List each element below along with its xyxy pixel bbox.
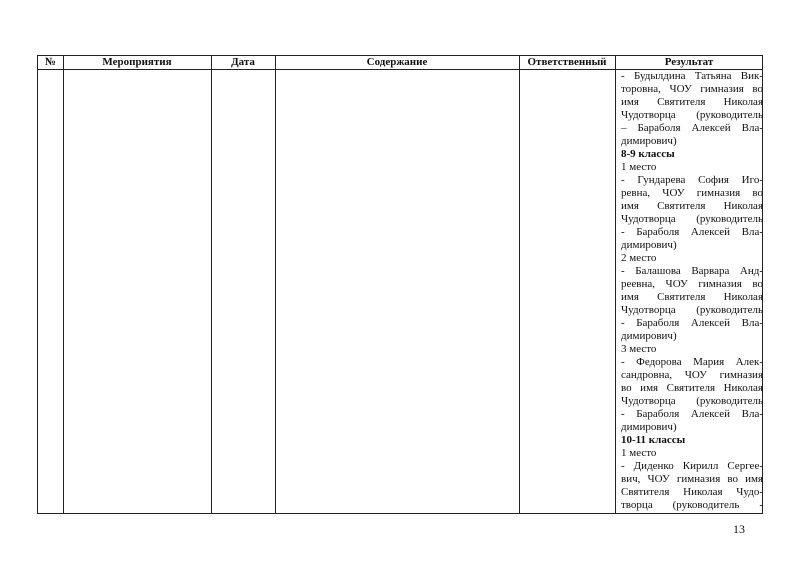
result-line: - Бараболя Алексей Вла- xyxy=(621,408,763,420)
result-line: реевна, ЧОУ гимназия во xyxy=(621,278,763,290)
header-content: Содержание xyxy=(366,56,428,68)
result-line: 2 место xyxy=(621,252,657,264)
result-line: Святителя Николая Чудо- xyxy=(621,486,763,498)
column-divider xyxy=(211,56,212,513)
result-line: творца (руководитель - xyxy=(621,499,763,511)
result-line: 3 место xyxy=(621,343,657,355)
header-events: Мероприятия xyxy=(102,56,172,68)
result-line: - Гундарева София Иго- xyxy=(621,174,763,186)
result-line: Чудотворца (руководитель xyxy=(621,109,763,121)
result-line: вич, ЧОУ гимназия во имя xyxy=(621,473,763,485)
result-line: 1 место xyxy=(621,447,657,459)
result-line: 1 место xyxy=(621,161,657,173)
result-line: - Бараболя Алексей Вла- xyxy=(621,226,763,238)
result-line: - Диденко Кирилл Сергее- xyxy=(621,460,763,472)
result-cell xyxy=(621,70,763,512)
result-line: димирович) xyxy=(621,239,677,251)
result-line: 10-11 классы xyxy=(621,434,686,446)
result-line: - Федорова Мария Алек- xyxy=(621,356,763,368)
events-table xyxy=(37,55,763,514)
header-responsible: Ответственный xyxy=(527,56,607,68)
result-line: - Будылдина Татьяна Вик- xyxy=(621,70,763,82)
page-number: 13 xyxy=(733,522,745,536)
result-line: - Бараболя Алексей Вла- xyxy=(621,317,763,329)
result-line: – Бараболя Алексей Вла- xyxy=(621,122,763,134)
result-line: сандровна, ЧОУ гимназия xyxy=(621,369,763,381)
column-divider xyxy=(275,56,276,513)
column-divider xyxy=(519,56,520,513)
result-line: димирович) xyxy=(621,330,677,342)
result-line: Чудотворца (руководитель xyxy=(621,395,763,407)
header-number: № xyxy=(44,56,57,68)
result-line: Чудотворца (руководитель xyxy=(621,213,763,225)
result-line: имя Святителя Николая xyxy=(621,200,763,212)
result-line: димирович) xyxy=(621,421,677,433)
result-line: во имя Святителя Николая xyxy=(621,382,763,394)
column-divider xyxy=(63,56,64,513)
result-line: имя Святителя Николая xyxy=(621,291,763,303)
result-line: димирович) xyxy=(621,135,677,147)
result-line: Чудотворца (руководитель xyxy=(621,304,763,316)
column-divider xyxy=(615,56,616,513)
header-date: Дата xyxy=(231,56,255,68)
result-line: 8-9 классы xyxy=(621,148,675,160)
header-result: Результат xyxy=(664,56,714,68)
result-line: торовна, ЧОУ гимназия во xyxy=(621,83,763,95)
result-line: ревна, ЧОУ гимназия во xyxy=(621,187,763,199)
result-line: имя Святителя Николая xyxy=(621,96,763,108)
result-line: - Балашова Варвара Анд- xyxy=(621,265,763,277)
